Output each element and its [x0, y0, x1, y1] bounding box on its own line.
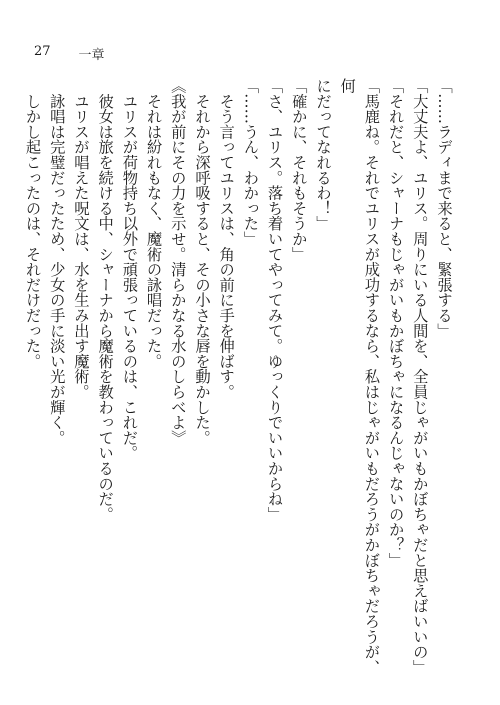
text-line: 「大丈夫よ、ユリス。周りにいる人間を、全員じゃがいもかぼちゃだと思えばいいの」 — [410, 78, 429, 675]
text-line: 彼女は旅を続ける中、シャーナから魔術を教わっているのだ。 — [96, 78, 115, 522]
running-header — [34, 44, 105, 63]
text-line: それから深呼吸すると、その小さな唇を動かした。 — [192, 78, 211, 446]
text-line: 「それだと、シャーナもじゃがいもかぼちゃになるんじゃないのか？」 — [386, 78, 405, 568]
text-line: 「さ、ユリス。落ち着いてやってみて。ゆっくりでいいからね」 — [265, 78, 284, 522]
chapter-title: 一章 — [78, 48, 105, 63]
vertical-body-text — [20, 78, 456, 678]
text-line: 「馬鹿ね。それでユリスが成功するなら、私はじゃがいもだろうがかぼちゃだろうが、何 — [338, 78, 381, 675]
text-line: そう言ってユリスは、角の前に手を伸ばす。 — [217, 78, 236, 400]
text-line: 「確かに、それもそうか」 — [289, 78, 308, 262]
text-line: それは紛れもなく、魔術の詠唱だった。 — [144, 78, 163, 369]
text-line: ユリスが荷物持ち以外で頑張っているのは、これだ。 — [120, 78, 139, 461]
text-line: 「……うん、わかった」 — [241, 78, 260, 247]
text-line: しかし起こったのは、それだけだった。 — [23, 78, 42, 369]
page-number: 27 — [34, 44, 51, 59]
text-line: 詠唱は完璧だったため、少女の手に淡い光が輝く。 — [47, 78, 66, 446]
text-line: ユリスが唱えた呪文は、水を生み出す魔術。 — [71, 78, 90, 400]
text-line: 《我が前にその力を示せ。清らかなる水のしらべよ》 — [168, 78, 187, 446]
text-line: にだってなれるわ！」 — [313, 78, 332, 231]
text-line: 「……ラディまで来ると、緊張する」 — [435, 78, 453, 339]
